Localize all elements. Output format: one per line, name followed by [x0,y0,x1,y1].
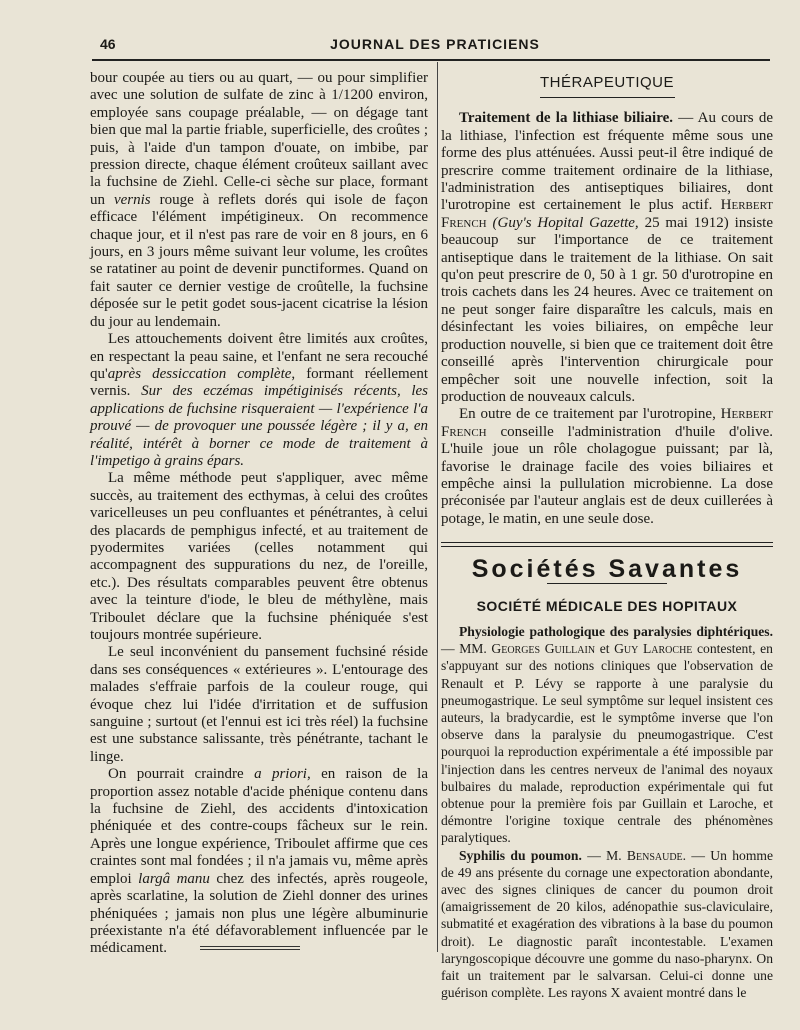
section-title: THÉRAPEUTIQUE [539,74,674,91]
section-separator [441,542,773,547]
paragraph: La même méthode peut s'appliquer, avec même succès, au traitement des ecthymas, à celui des croûtes varicelleuses un peu confluantes et pénétrantes, à celui des placards de pemphigus infecté, et au traitement de pyodermites variées (celles notamment qui accompagnent des suppurations du nez, de l'oreille, etc.). Des résultats comparables peuvent être obtenus avec la teinture d'iode, le bleu de méthylène, mais Triboulet déclare que la fuchsine phéniquée s'est toujours montrée supérieure. [90,470,428,643]
end-rule [200,946,300,950]
paragraph: bour coupée au tiers ou au quart, — ou pour simplifier avec une solution de sulfate de zinc à 1/1200 environ, employée sans coupage préalable, — on dégage tant bien que mal la partie friable, superficielle, des croûtes ; puis, à l'aide d'un tampon d'ouate, on imbibe, par pression directe, chaque élément croûteux saillant avec la fuchsine de Ziehl. Celle-ci sèche sur place, formant un vernis rouge à reflets dorés qui isole de façon efficace l'élément impétigineux. On recommence chaque jour, et il n'est pas rare de voir en 8 jours, en 6 jours, en 3 jours même suivant leur volume, les croûtes se ratatiner au point de devenir punctiformes. Quand on fait sauter ce dernier vestige de croûtelle, la fuchsine déposée sur le petit godet sous-jacent cicatrise la lésion du jour au lendemain. [90,70,428,330]
heading-societes: Sociétés Savantes [471,555,743,584]
page-header [100,28,770,58]
paragraph: Traitement de la lithiase biliaire. — Au cours de la lithiase, l'infection est fréquente même sous une forme des plus atténuées. Aussi peut-il être indiqué de prescrire comme traitement ordinaire de la lithiase, l'administration des antiseptiques biliaires, dont l'urotropine est certainement le plus actif. Herbert French (Guy's Hopital Gazette, 25 mai 1912) insiste beaucoup sur l'importance de ce traitement antiseptique dans le traitement de la lithiase. On sait qu'on peut prescrire de 0, 50 à 1 gr. 50 d'urotropine en trois cachets dans les 24 heures. Avec ce traitement on ne peut songer faire disparaître les calculs, mais en désinfectant les voies biliaires, on empêche leur production nouvelle, si bien que ce traitement doit être conseillé après l'intervention chirurgicale pour empêcher soit une nouvelle infection, soit la production de nouveaux calculs. [441,110,774,405]
paragraph: Syphilis du poumon. — M. Bensaude. — Un homme de 49 ans présente du cornage une expectoration abondante, avec des signes cliniques de cancer du poumon droit (amaigrissement de 20 kilos, adénopathie sus-claviculaire, submatité et exagération des vibrations à la base du poumon droit). Le diagnostic paraît incontestable. L'examen laryngoscopique découvre une gomme du naso-pharynx. On fait un traitement par le salvarsan. Celui-ci donne une guérison complète. Les rayons X avaient montré dans le [441,847,773,1001]
journal-title: JOURNAL DES PRATICIENS [330,36,540,52]
header-rule [92,59,770,61]
section-rule [540,97,675,98]
page-number: 46 [100,36,116,52]
column-divider [437,62,438,952]
left-column [90,70,428,960]
paragraph: En outre de ce traitement par l'urotropine, Herbert French conseille l'administration d'huile d'olive. L'huile joue un rôle cholagogue puissant; par là, favorise le drainage facile des voies biliaires et empêche ainsi la pullulation microbienne. La dose préconisée par l'auteur anglais est de deux cuillerées à potage, le matin, en une seule dose. [441,406,774,527]
paragraph: Physiologie pathologique des paralysies diphtériques. — MM. Georges Guillain et Guy Laroche contestent, en s'appuyant sur des notions cliniques que l'observation de Renault et P. Lévy se rapporte à une paralysie du pneumogastrique. Le seul symptôme sur lequel insistent ces auteurs, la bradycardie, est le symptôme inverse que l'on observe dans la paralysie du pneumogastrique. C'est pourquoi la reproduction expérimentale a été impossible par l'injection dans les centres nerveux de l'animal des noyaux bulbaires du malade, reproduction expérimentale qui fut obtenue pour la première fois par Guillain et Laroche, et démontre l'origine toxique centrale des phénomènes paralytiques. [441,623,773,846]
subheading: SOCIÉTÉ MÉDICALE DES HOPITAUX [476,597,738,614]
paragraph: Les attouchements doivent être limités aux croûtes, en respectant la peau saine, et l'enfant ne sera recouché qu'après dessiccation complète, formant réellement vernis. Sur des eczémas impétiginisés récents, les applications de fuchsine risqueraient — l'expérience l'a prouvé — de provoquer une poussée légère ; il y a, en réalité, intérêt à borner ce mode de traitement à l'impetigo à grains épars. [90,331,429,469]
paragraph: On pourrait craindre a priori, en raison de la proportion assez notable d'acide phénique contenu dans la fuchsine de Ziehl, des accidents d'intoxication phéniquée et des contre-coups fâcheux sur le rein. Après une longue expérience, Triboulet affirme que ces craintes sont mal fondées ; il n'a jamais vu, même après emploi largâ manu chez des infectés, après rougeole, après scarlatine, la solution de Ziehl donner des urines phéniquées ; jamais non plus une légère albuminurie préexistante n'a été défavorablement influencée par le médicament. [90,766,429,957]
right-column [441,70,774,1001]
paragraph: Le seul inconvénient du pansement fuchsiné réside dans ses conséquences « extérieures ». L'entourage des malades s'effraie parfois de la couleur rouge, qui évoque chez lui l'idée d'irritation et de suffusion sanguine ; surtout (et l'ennui est ici très réel) la fuchsine est une substance salissante, très pénétrante, tachant le linge. [90,644,428,765]
